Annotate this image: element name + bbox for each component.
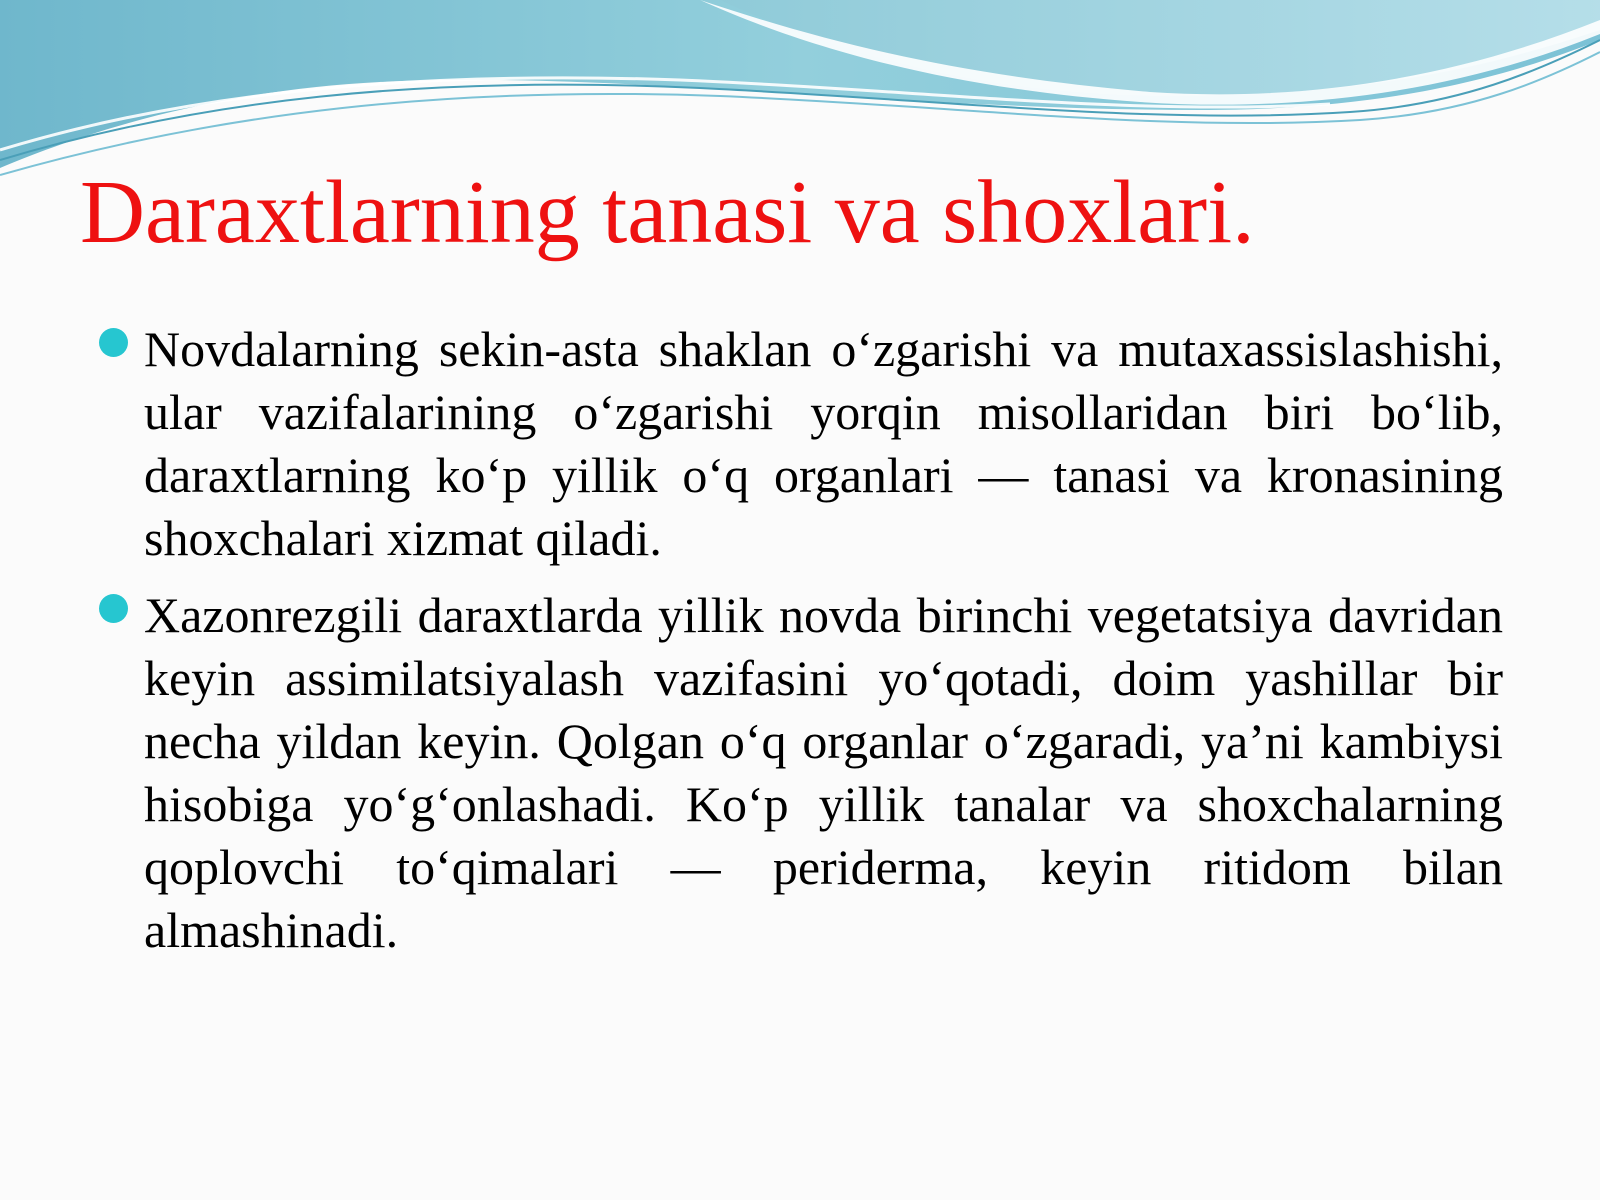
bullet-dot-icon (99, 328, 128, 357)
bullet-text: Xazonrezgili daraxtlarda yillik novda birinchi vegetatsiya davridan keyin assimilatsiyalash vazifasini yo‘qotadi, doim yashillar bir necha yildan keyin. Qolgan o‘q organlar o‘zgaradi, ya’ni kambiysi hisobiga yo‘g‘onlashadi. Ko‘p yillik tanalar va shoxchalarning qoplovchi to‘qimalari — periderma, keyin ritidom bilan almashinadi. (144, 587, 1503, 958)
bullet-item (96, 584, 1503, 962)
bullet-list (96, 318, 1503, 976)
bullet-text: Novdalarning sekin-asta shaklan o‘zgarishi va mutaxassislashishi, ular vazifalarining o‘zgarishi yorqin misollaridan biri bo‘lib, daraxtlarning ko‘p yillik o‘q organlari — tanasi va kronasining shoxchalari xizmat qiladi. (144, 321, 1503, 566)
slide-title: Daraxtlarning tanasi va shoxlari. (80, 163, 1255, 262)
bullet-dot-icon (99, 594, 128, 623)
bullet-item (96, 318, 1503, 570)
